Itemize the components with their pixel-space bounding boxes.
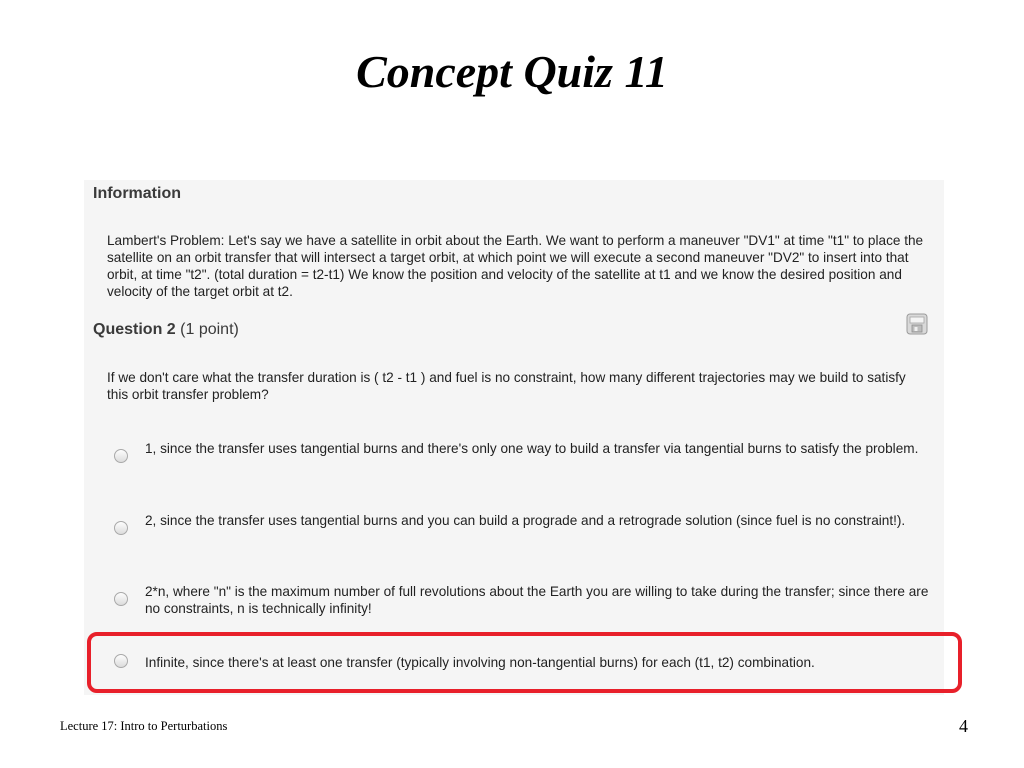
answer-option-text: 1, since the transfer uses tangential burns and there's only one way to build a transfer via tangential burns to satisfy the problem.	[145, 441, 919, 456]
answer-option-text: 2, since the transfer uses tangential burns and you can build a prograde and a retrograde solution (since fuel is no constraint!).	[145, 513, 906, 528]
question-heading	[93, 320, 239, 340]
page-number: 4	[959, 716, 968, 736]
save-icon[interactable]	[906, 313, 928, 335]
quiz-panel	[84, 180, 944, 695]
correct-answer-highlight	[87, 632, 962, 693]
question-text: If we don't care what the transfer duration is ( t2 - t1 ) and fuel is no constraint, how many different trajectories may we build to satisfy this orbit transfer problem?	[107, 370, 906, 402]
information-heading: Information	[93, 185, 181, 202]
slide-title: Concept Quiz 11	[356, 46, 668, 97]
question-points: (1 point)	[180, 321, 239, 338]
information-text: Lambert's Problem: Let's say we have a satellite in orbit about the Earth. We want to perform a maneuver "DV1" at time "t1" to place the satellite on an orbit transfer that will intersect a target orbit, at which point we will execute a second maneuver "DV2" to insert into that orbit, at time "t2". (total duration = t2-t1) We know the position and velocity of the satellite at t1 and we know the desired position and velocity of the target orbit at t2.	[107, 233, 924, 299]
question-label: Question 2	[93, 321, 176, 338]
radio-button[interactable]	[114, 521, 128, 535]
lecture-footer: Lecture 17: Intro to Perturbations	[60, 719, 228, 733]
radio-button[interactable]	[114, 449, 128, 463]
radio-button[interactable]	[114, 592, 128, 606]
answer-option-text: Infinite, since there's at least one transfer (typically involving non-tangential burns) for each (t1, t2) combination.	[145, 655, 815, 670]
answer-option-text: 2*n, where "n" is the maximum number of full revolutions about the Earth you are willing to take during the transfer; since there are no constraints, n is technically infinity!	[145, 584, 929, 616]
